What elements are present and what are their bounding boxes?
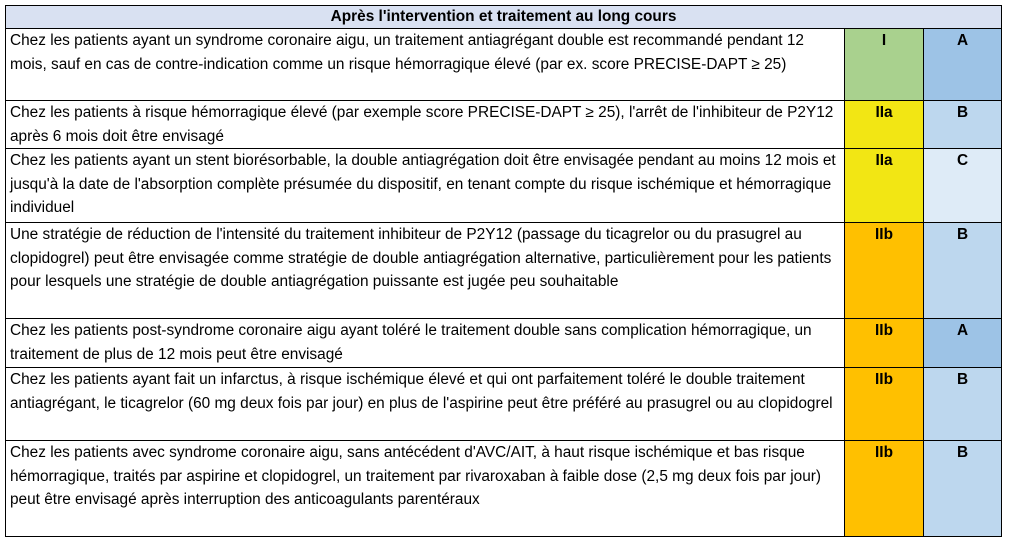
recommendation-text: Chez les patients à risque hémorragique élevé (par exemple score PRECISE-DAPT ≥ 25), l'arrêt de l'inhibiteur de P2Y12 après 6 mois doit être envisagé xyxy=(6,101,845,149)
recommendations-table xyxy=(5,5,1002,537)
table-row xyxy=(6,441,1002,537)
evidence-level: B xyxy=(924,368,1002,441)
evidence-level: B xyxy=(924,101,1002,149)
table-row xyxy=(6,149,1002,223)
table-row xyxy=(6,319,1002,368)
recommendation-text: Chez les patients ayant fait un infarctus, à risque ischémique élevé et qui ont parfaitement toléré le double traitement antiagrégant, le ticagrelor (60 mg deux fois par jour) en plus de l'aspirine peut être préféré au prasugrel ou au clopidogrel xyxy=(6,368,845,441)
evidence-level: A xyxy=(924,319,1002,368)
recommendation-text: Chez les patients post-syndrome coronaire aigu ayant toléré le traitement double sans complication hémorragique, un traitement de plus de 12 mois peut être envisagé xyxy=(6,319,845,368)
evidence-level: B xyxy=(924,223,1002,319)
recommendation-text: Chez les patients ayant un stent biorésorbable, la double antiagrégation doit être envisagée pendant au moins 12 mois et jusqu'à la date de l'absorption complète présumée du dispositif, en tenant compte du risque ischémique et hémorragique individuel xyxy=(6,149,845,223)
recommendation-class: IIb xyxy=(845,223,924,319)
recommendation-class: IIb xyxy=(845,368,924,441)
recommendation-class: IIa xyxy=(845,149,924,223)
recommendation-class: IIa xyxy=(845,101,924,149)
recommendation-text: Une stratégie de réduction de l'intensité du traitement inhibiteur de P2Y12 (passage du ticagrelor ou du prasugrel au clopidogrel) peut être envisagée comme stratégie de double antiagrégation alternative, particulièrement pour les patients pour lesquels une stratégie de double antiagrégation puissante est jugée peu souhaitable xyxy=(6,223,845,319)
table-title: Après l'intervention et traitement au long cours xyxy=(6,6,1002,29)
evidence-level: A xyxy=(924,29,1002,101)
table-header-row xyxy=(6,6,1002,29)
recommendation-class: IIb xyxy=(845,319,924,368)
recommendation-class: I xyxy=(845,29,924,101)
table-row xyxy=(6,29,1002,101)
recommendation-text: Chez les patients avec syndrome coronaire aigu, sans antécédent d'AVC/AIT, à haut risque ischémique et bas risque hémorragique, traités par aspirine et clopidogrel, un traitement par rivaroxaban à faible dose (2,5 mg deux fois par jour) peut être envisagé après interruption des anticoagulants parentéraux xyxy=(6,441,845,537)
evidence-level: C xyxy=(924,149,1002,223)
recommendation-text: Chez les patients ayant un syndrome coronaire aigu, un traitement antiagrégant double est recommandé pendant 12 mois, sauf en cas de contre-indication comme un risque hémorragique élevé (par ex. score PRECISE-DAPT ≥ 25) xyxy=(6,29,845,101)
table-row xyxy=(6,368,1002,441)
evidence-level: B xyxy=(924,441,1002,537)
recommendation-class: IIb xyxy=(845,441,924,537)
table-row xyxy=(6,223,1002,319)
table-row xyxy=(6,101,1002,149)
